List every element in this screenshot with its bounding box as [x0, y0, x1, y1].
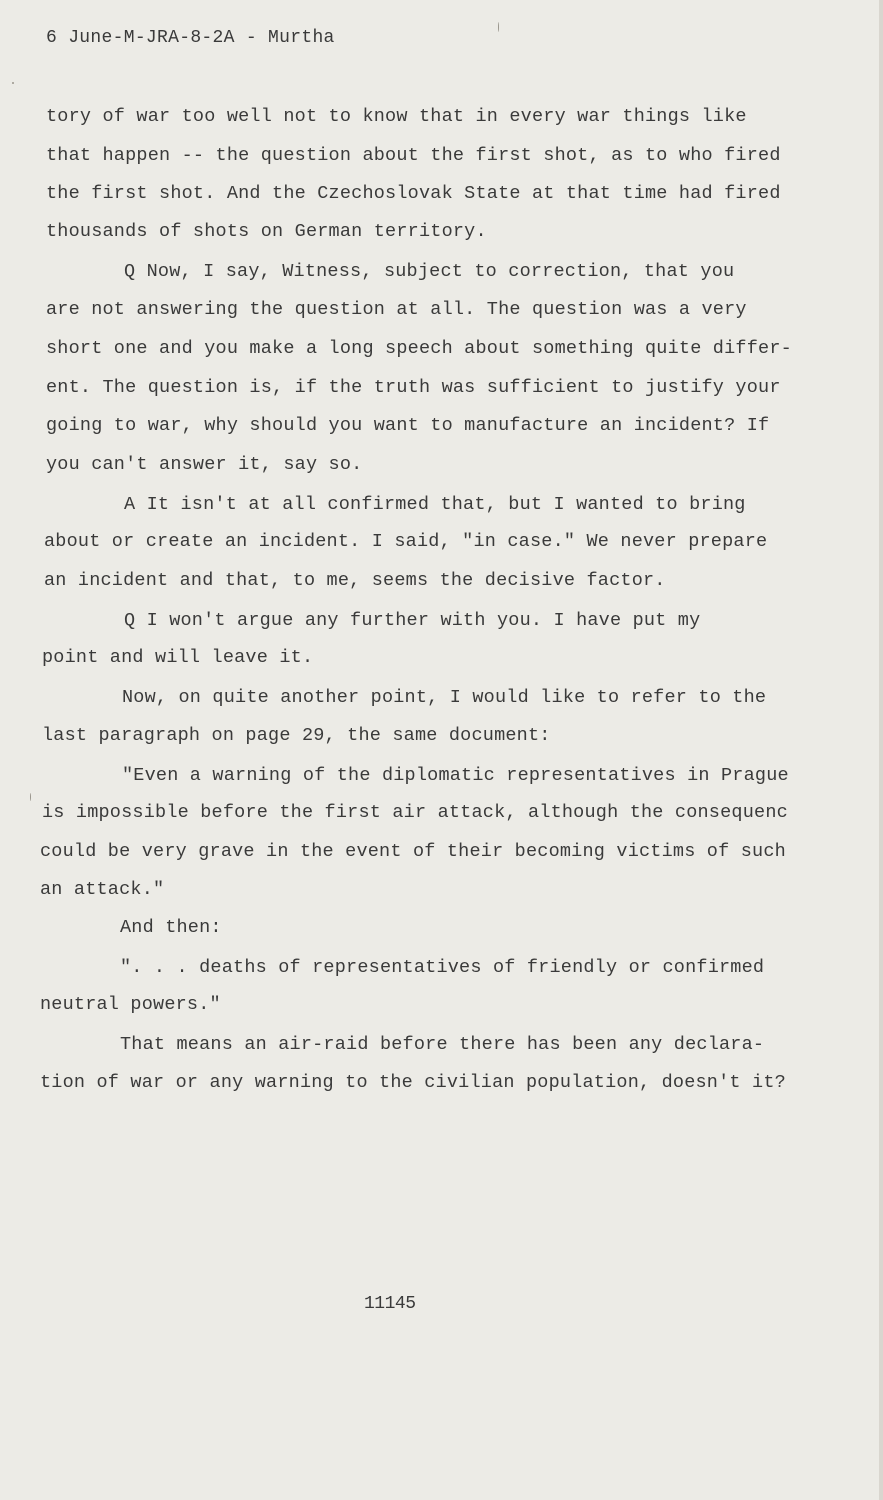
- text-line: tory of war too well not to know that in every war things like: [46, 106, 747, 127]
- text-line: tion of war or any warning to the civilian population, doesn't it?: [40, 1072, 786, 1093]
- text-line: you can't answer it, say so.: [46, 454, 363, 475]
- text-line: are not answering the question at all. The question was a very: [46, 299, 747, 320]
- page-header: 6 June-M-JRA-8-2A - Murtha: [46, 28, 335, 48]
- text-line: an attack.": [40, 879, 165, 900]
- text-line: point and will leave it.: [42, 647, 314, 668]
- text-line: last paragraph on page 29, the same document:: [42, 725, 551, 746]
- text-line: neutral powers.": [40, 994, 221, 1015]
- text-line: That means an air-raid before there has been any declara-: [120, 1034, 765, 1055]
- text-line: thousands of shots on German territory.: [46, 221, 487, 242]
- text-line: And then:: [120, 917, 222, 938]
- text-line: ent. The question is, if the truth was sufficient to justify your: [46, 377, 781, 398]
- text-line: the first shot. And the Czechoslovak State at that time had fired: [46, 183, 781, 204]
- text-line: an incident and that, to me, seems the decisive factor.: [44, 570, 666, 591]
- page-number: 11145: [364, 1294, 416, 1314]
- text-line: going to war, why should you want to manufacture an incident? If: [46, 415, 770, 436]
- text-line: Q I won't argue any further with you. I have put my: [124, 610, 701, 631]
- text-line: Now, on quite another point, I would like to refer to the: [122, 687, 767, 708]
- text-line: about or create an incident. I said, "in case." We never prepare: [44, 531, 768, 552]
- text-line: is impossible before the first air attack, although the consequenc: [42, 802, 788, 823]
- text-line: that happen -- the question about the first shot, as to who fired: [46, 145, 781, 166]
- text-line: A It isn't at all confirmed that, but I wanted to bring: [124, 494, 746, 515]
- text-line: short one and you make a long speech about something quite differ-: [46, 338, 792, 359]
- text-line: Q Now, I say, Witness, subject to correction, that you: [124, 261, 735, 282]
- text-line: ". . . deaths of representatives of friendly or confirmed: [120, 957, 765, 978]
- text-line: could be very grave in the event of their becoming victims of such: [40, 841, 786, 862]
- text-line: "Even a warning of the diplomatic representatives in Prague: [122, 765, 789, 786]
